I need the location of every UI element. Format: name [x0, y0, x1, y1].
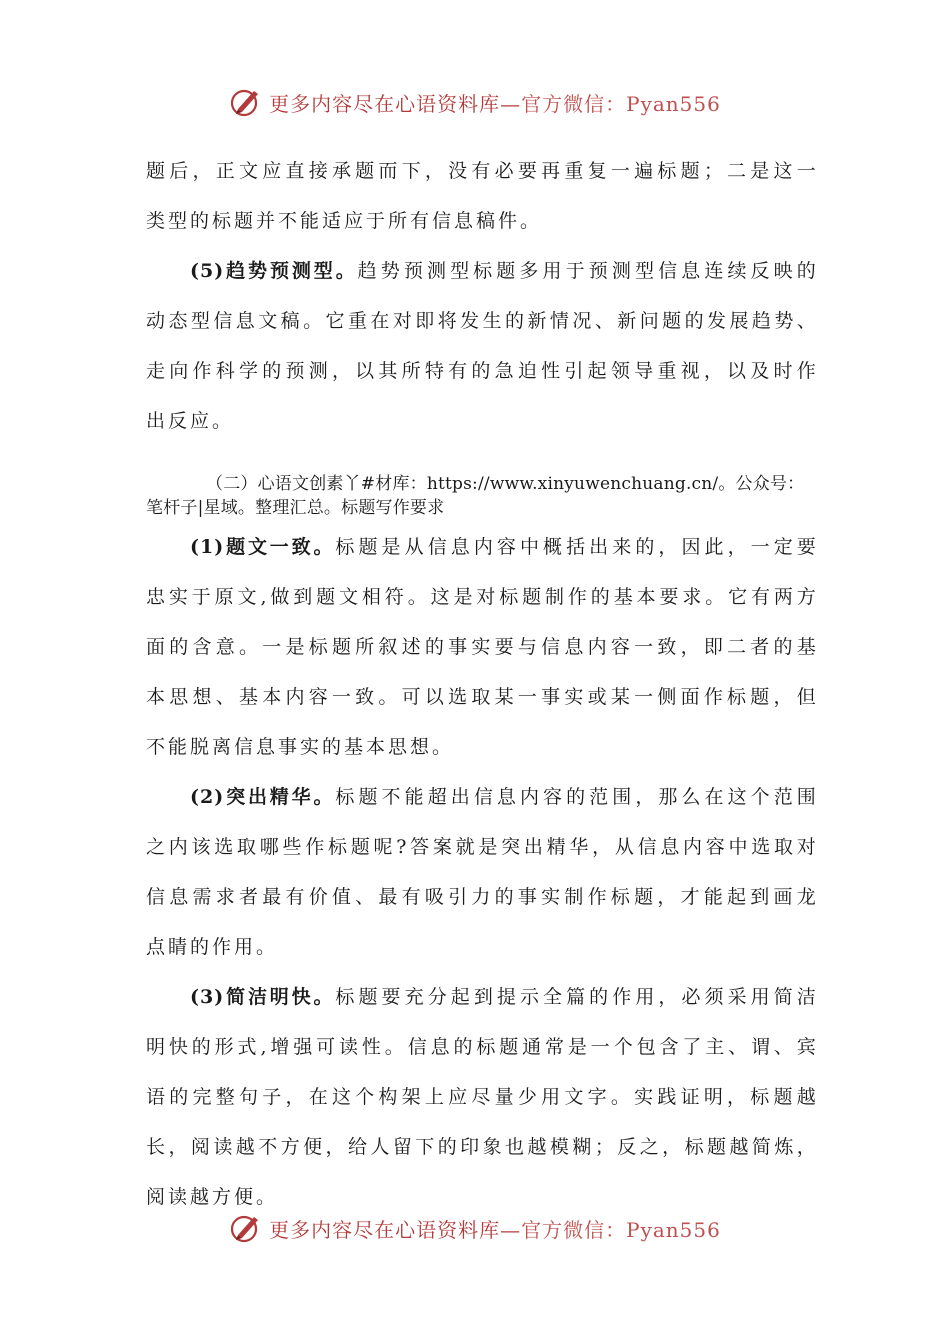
- banner-wechat: 官方微信：Pyan556: [521, 91, 721, 116]
- text-line: 动态型信息文稿。它重在对即将发生的新情况、新问题的发展趋势、: [146, 310, 818, 332]
- paragraph-2-text: 标题不能超出信息内容的范围，那么在这个范围: [335, 786, 818, 808]
- footer-banner: [0, 1208, 950, 1248]
- text-line: 明快的形式,增强可读性。信息的标题通常是一个包含了主、谓、宾: [146, 1036, 818, 1058]
- text-line: 语的完整句子，在这个构架上应尽量少用文字。实践证明，标题越: [146, 1086, 818, 1108]
- text-line: 面的含意。一是标题所叙述的事实要与信息内容一致，即二者的基: [146, 636, 818, 658]
- text-line: 类型的标题并不能适应于所有信息稿件。: [146, 210, 543, 232]
- text-line: 长，阅读越不方便，给人留下的印象也越模糊；反之，标题越简炼，: [146, 1136, 818, 1158]
- banner-title: 更多内容尽在心语资料库: [269, 1217, 501, 1242]
- paragraph-3-heading: (3)简洁明快。: [190, 986, 336, 1008]
- text-line: 题后，正文应直接承题而下，没有必要再重复一遍标题；二是这一: [146, 160, 818, 182]
- text-line: 本思想、基本内容一致。可以选取某一事实或某一侧面作标题，但: [146, 686, 818, 708]
- paragraph-1-heading: (1)题文一致。: [190, 536, 336, 558]
- section-heading-line2: 笔杆子|星域。整理汇总。标题写作要求: [146, 498, 445, 518]
- text-line: 走向作科学的预测，以其所特有的急迫性引起领导重视，以及时作: [146, 360, 818, 382]
- paragraph-5-heading: (5)趋势预测型。: [190, 260, 358, 282]
- paragraph-1-text: 标题是从信息内容中概括出来的，因此，一定要: [335, 536, 818, 558]
- paragraph-2-heading: (2)突出精华。: [190, 786, 336, 808]
- paragraph-5-first-line: [146, 246, 818, 296]
- text-line: 不能脱离信息事实的基本思想。: [146, 736, 455, 758]
- text-line: 忠实于原文,做到题文相符。这是对标题制作的基本要求。它有两方: [146, 586, 818, 608]
- text-line: 信息需求者最有价值、最有吸引力的事实制作标题，才能起到画龙: [146, 886, 818, 908]
- paragraph-5-text: 趋势预测型标题多用于预测型信息连续反映的: [357, 260, 818, 282]
- banner-title: 更多内容尽在心语资料库: [269, 91, 501, 116]
- banner-wechat: 官方微信：Pyan556: [521, 1217, 721, 1242]
- pen-logo-icon: [229, 1211, 263, 1245]
- banner-separator: —: [500, 91, 522, 116]
- section-heading-line1: （二）心语文创素丫#材库：https://www.xinyuwenchuang.cn/。公众号：: [206, 474, 805, 494]
- text-line: 之内该选取哪些作标题呢?答案就是突出精华，从信息内容中选取对: [146, 836, 818, 858]
- header-banner: [0, 82, 950, 122]
- paragraph-1-first-line: [146, 522, 818, 572]
- banner-separator: —: [500, 1217, 522, 1242]
- text-line: 出反应。: [146, 410, 235, 432]
- text-line: 阅读越方便。: [146, 1186, 279, 1208]
- pen-logo-icon: [229, 85, 263, 119]
- paragraph-3-first-line: [146, 972, 818, 1022]
- document-body: [146, 146, 818, 1222]
- paragraph-3-text: 标题要充分起到提示全篇的作用，必须采用简洁: [335, 986, 818, 1008]
- paragraph-2-first-line: [146, 772, 818, 822]
- text-line: 点睛的作用。: [146, 936, 279, 958]
